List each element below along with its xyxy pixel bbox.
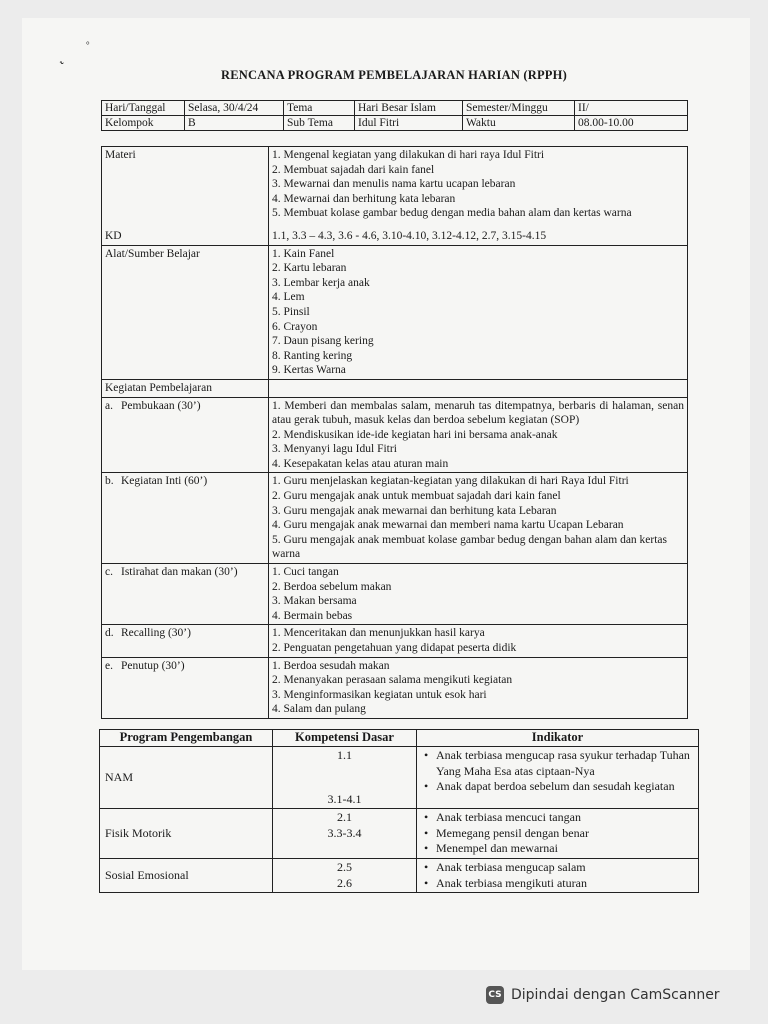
pen-dot: ° bbox=[86, 40, 90, 50]
list-item: 2. Mendiskusikan ide-ide kegiatan hari ini bersama anak-anak bbox=[272, 428, 558, 441]
list-item: 7. Daun pisang kering bbox=[272, 335, 374, 348]
kd-sosial bbox=[273, 858, 417, 892]
inti-row bbox=[102, 473, 688, 564]
list-item: 1. Menceritakan dan menunjukkan hasil karya bbox=[272, 627, 485, 640]
waktu-label: Waktu bbox=[463, 116, 575, 131]
inti-label: Kegiatan Inti (60’) bbox=[121, 475, 208, 488]
list-item: 4. Guru mengajak anak mewarnai dan memberi nama kartu Ucapan Lebaran bbox=[272, 519, 624, 532]
indikator-list bbox=[422, 860, 693, 891]
indikator-nam bbox=[417, 747, 699, 809]
list-item: 4. Mewarnai dan berhitung kata lebaran bbox=[272, 192, 456, 205]
kd-value: 2.5 bbox=[337, 859, 352, 874]
pembukaan-content bbox=[269, 397, 688, 473]
col-header-kd: Kompetensi Dasar bbox=[273, 730, 417, 747]
alat-content bbox=[269, 245, 688, 379]
tema-value: Hari Besar Islam bbox=[355, 101, 463, 116]
recalling-label: Recalling (30’) bbox=[121, 627, 191, 640]
semester-label: Semester/Minggu bbox=[463, 101, 575, 116]
kegiatan-empty bbox=[269, 379, 688, 397]
list-item: 3. Menyanyi lagu Idul Fitri bbox=[272, 443, 397, 456]
list-item: 1. Mengenal kegiatan yang dilakukan di hari raya Idul Fitri bbox=[272, 149, 545, 161]
camscanner-watermark bbox=[486, 986, 720, 1004]
list-item: 3. Mewarnai dan menulis nama kartu ucapan lebaran bbox=[272, 178, 516, 191]
list-item: • Anak terbiasa mengucap rasa syukur terhadap Tuhan Yang Maha Esa atas ciptaan-Nya bbox=[422, 748, 693, 779]
istirahat-cell bbox=[102, 564, 269, 625]
subtema-label: Sub Tema bbox=[284, 116, 355, 131]
kd-label: KD bbox=[105, 229, 122, 242]
indikator-list bbox=[422, 810, 693, 857]
list-item: 2. Penguatan pengetahuan yang didapat peserta didik bbox=[272, 642, 517, 654]
kegiatan-row bbox=[102, 379, 688, 397]
list-item: • Anak dapat berdoa sebelum dan sesudah kegiatan bbox=[422, 779, 693, 795]
recalling-list bbox=[272, 626, 684, 655]
recalling-content bbox=[269, 625, 688, 657]
list-item: 1. Guru menjelaskan kegiatan-kegiatan yang dilakukan di hari Raya Idul Fitri bbox=[272, 475, 629, 488]
list-item: 3. Lembar kerja anak bbox=[272, 276, 370, 289]
competency-table bbox=[99, 729, 699, 893]
list-item: 1. Berdoa sesudah makan bbox=[272, 659, 390, 672]
kd-nam bbox=[273, 747, 417, 809]
program-fisik: Fisik Motorik bbox=[100, 809, 273, 859]
inti-cell bbox=[102, 473, 269, 564]
table-row bbox=[100, 747, 699, 809]
list-item: 3. Menginformasikan kegiatan untuk esok hari bbox=[272, 688, 487, 701]
kd-value: 3.3-3.4 bbox=[327, 825, 362, 840]
list-item: 4. Bermain bebas bbox=[272, 609, 353, 622]
alat-row bbox=[102, 245, 688, 379]
kd-value: 2.1 bbox=[337, 810, 352, 825]
main-table bbox=[101, 146, 688, 719]
penutup-cell bbox=[102, 657, 269, 718]
istirahat-list bbox=[272, 565, 684, 623]
pembukaan-letter: a. bbox=[105, 399, 113, 412]
penutup-label: Penutup (30’) bbox=[121, 659, 185, 672]
program-sosial: Sosial Emosional bbox=[100, 858, 273, 892]
list-item: 5. Membuat kolase gambar bedug dengan media bahan alam dan kertas warna bbox=[272, 207, 632, 220]
list-item: • Memegang pensil dengan benar bbox=[422, 826, 693, 842]
list-item: • Anak terbiasa mencuci tangan bbox=[422, 810, 693, 826]
kd-value: 2.6 bbox=[337, 875, 352, 890]
semester-value: II/ bbox=[575, 101, 688, 116]
list-item: 2. Guru mengajak anak untuk membuat sajadah dari kain fanel bbox=[272, 490, 561, 503]
list-item: 9. Kertas Warna bbox=[272, 364, 346, 377]
table-row bbox=[100, 858, 699, 892]
list-item: 2. Berdoa sebelum makan bbox=[272, 580, 392, 593]
pembukaan-label: Pembukaan (30’) bbox=[121, 399, 201, 412]
list-item: 1. Kain Fanel bbox=[272, 247, 335, 260]
istirahat-content bbox=[269, 564, 688, 625]
list-item: 1. Memberi dan membalas salam, menaruh tas ditempatnya, berbaris di halaman, senan atau gerak tubuh, masuk kelas dan berdoa sebelum kegiatan (SOP) bbox=[272, 399, 684, 427]
table-header-row bbox=[100, 730, 699, 747]
materi-list bbox=[272, 148, 684, 221]
recalling-row bbox=[102, 625, 688, 657]
penutup-row bbox=[102, 657, 688, 718]
kd-fisik bbox=[273, 809, 417, 859]
indikator-sosial bbox=[417, 858, 699, 892]
list-item: • Menempel dan mewarnai bbox=[422, 841, 693, 857]
kelompok-label: Kelompok bbox=[102, 116, 185, 131]
list-item: 4. Salam dan pulang bbox=[272, 703, 366, 716]
indikator-list bbox=[422, 748, 693, 795]
col-header-indikator: Indikator bbox=[417, 730, 699, 747]
recalling-letter: d. bbox=[105, 627, 114, 640]
list-item: • Anak terbiasa mengucap salam bbox=[422, 860, 693, 876]
list-item: 5. Guru mengajak anak membuat kolase gambar bedug dengan bahan alam dan kertas warna bbox=[272, 533, 668, 561]
inti-content bbox=[269, 473, 688, 564]
alat-list bbox=[272, 247, 684, 378]
camscanner-icon: CS bbox=[486, 986, 504, 1004]
table-row bbox=[100, 809, 699, 859]
kegiatan-label: Kegiatan Pembelajaran bbox=[102, 379, 269, 397]
col-header-program: Program Pengembangan bbox=[100, 730, 273, 747]
istirahat-letter: c. bbox=[105, 566, 113, 579]
document-title: RENCANA PROGRAM PEMBELAJARAN HARIAN (RPPH) bbox=[221, 68, 567, 82]
hari-tanggal-label: Hari/Tanggal bbox=[102, 101, 185, 116]
list-item: 5. Pinsil bbox=[272, 305, 310, 318]
tema-label: Tema bbox=[284, 101, 355, 116]
list-item: 3. Guru mengajak anak mewarnai dan berhitung kata Lebaran bbox=[272, 504, 557, 517]
waktu-value: 08.00-10.00 bbox=[575, 116, 688, 131]
subtema-value: Idul Fitri bbox=[355, 116, 463, 131]
materi-row bbox=[102, 147, 688, 246]
list-item: 4. Lem bbox=[272, 291, 305, 304]
istirahat-row bbox=[102, 564, 688, 625]
list-item: 3. Makan bersama bbox=[272, 595, 357, 608]
pembukaan-row bbox=[102, 397, 688, 473]
list-item: 2. Menanyakan perasaan salama mengikuti kegiatan bbox=[272, 674, 513, 687]
penutup-content bbox=[269, 657, 688, 718]
materi-cell bbox=[102, 147, 269, 246]
materi-content bbox=[269, 147, 688, 246]
list-item: 8. Ranting kering bbox=[272, 349, 353, 362]
kd-value: 1.1, 3.3 – 4.3, 3.6 - 4.6, 3.10-4.10, 3.12-4.12, 2.7, 3.15-4.15 bbox=[272, 229, 547, 242]
hari-tanggal-value: Selasa, 30/4/24 bbox=[185, 101, 284, 116]
list-item: • Anak terbiasa mengikuti aturan bbox=[422, 876, 693, 892]
list-item: 4. Kesepakatan kelas atau aturan main bbox=[272, 457, 449, 470]
penutup-list bbox=[272, 659, 684, 717]
watermark-text: Dipindai dengan CamScanner bbox=[511, 987, 720, 1003]
penutup-letter: e. bbox=[105, 659, 113, 672]
kd-value: 3.1-4.1 bbox=[327, 791, 362, 806]
pembukaan-list bbox=[272, 399, 684, 472]
program-nam: NAM bbox=[100, 747, 273, 809]
list-item: 2. Kartu lebaran bbox=[272, 262, 347, 275]
kd-value: 1.1 bbox=[337, 748, 352, 762]
materi-label: Materi bbox=[105, 149, 136, 161]
list-item: 2. Membuat sajadah dari kain fanel bbox=[272, 163, 435, 176]
pen-mark: ˞ bbox=[60, 56, 65, 71]
istirahat-label: Istirahat dan makan (30’) bbox=[121, 566, 238, 579]
indikator-fisik bbox=[417, 809, 699, 859]
inti-letter: b. bbox=[105, 475, 114, 488]
header-row bbox=[102, 101, 688, 116]
inti-list bbox=[272, 474, 684, 562]
list-item: 6. Crayon bbox=[272, 320, 318, 333]
list-item: 1. Cuci tangan bbox=[272, 566, 339, 579]
recalling-cell bbox=[102, 625, 269, 657]
header-table bbox=[101, 100, 688, 131]
alat-label: Alat/Sumber Belajar bbox=[102, 245, 269, 379]
header-row bbox=[102, 116, 688, 131]
pembukaan-cell bbox=[102, 397, 269, 473]
kelompok-value: B bbox=[185, 116, 284, 131]
